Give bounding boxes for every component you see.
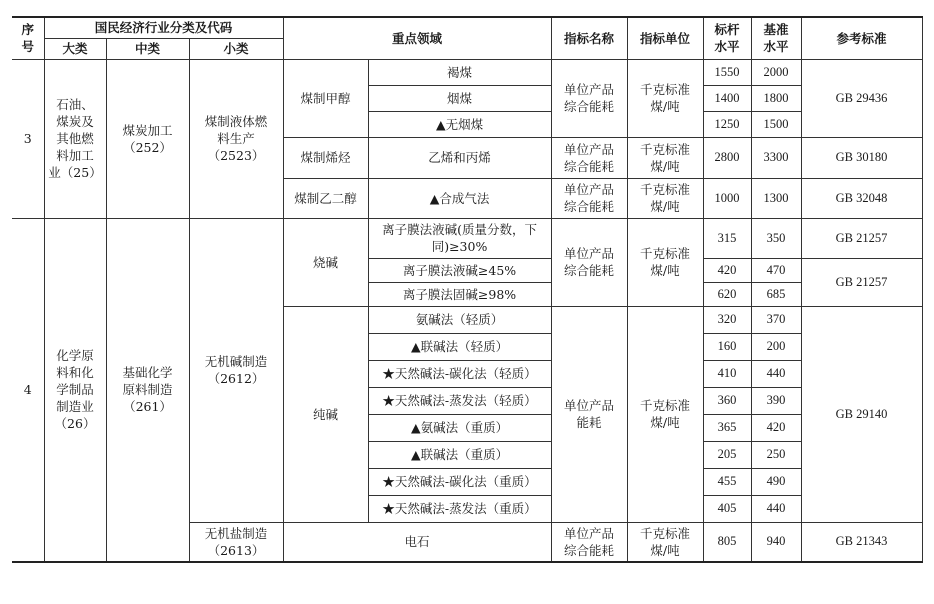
header-indicator-name: 指标名称 bbox=[551, 17, 627, 59]
sub-field-soda: ▲氨碱法（重质） bbox=[368, 414, 551, 441]
header-baseline-level: 基准 水平 bbox=[751, 17, 801, 59]
baseline-value: 420 bbox=[751, 414, 801, 441]
reference-standard-caustic-2: GB 21257 bbox=[801, 258, 922, 306]
baseline-value: 200 bbox=[751, 333, 801, 360]
baseline-value: 940 bbox=[751, 522, 801, 562]
sub-field-membrane-liquid-45: 离子膜法液碱≥45% bbox=[368, 258, 551, 282]
energy-benchmark-table-container bbox=[12, 16, 923, 563]
benchmark-value: 1000 bbox=[703, 178, 751, 218]
minor-category-2523: 煤制液体燃 料生产 （2523） bbox=[189, 59, 283, 218]
major-category-26: 化学原 料和化 学制品 制造业 （26） bbox=[44, 218, 106, 562]
table-row bbox=[12, 59, 922, 85]
medium-category-261: 基础化学 原料制造 （261） bbox=[106, 218, 189, 562]
indicator-unit-olefin: 千克标准 煤/吨 bbox=[627, 137, 703, 178]
sub-field-membrane-liquid-30: 离子膜法液碱(质量分数，下同)≥30% bbox=[368, 218, 551, 258]
benchmark-value: 1250 bbox=[703, 111, 751, 137]
sub-field-lignite: 褐煤 bbox=[368, 59, 551, 85]
seq-4: 4 bbox=[12, 218, 44, 562]
table-row bbox=[12, 218, 922, 258]
baseline-value: 440 bbox=[751, 360, 801, 387]
header-medium-category: 中类 bbox=[106, 38, 189, 59]
baseline-value: 1300 bbox=[751, 178, 801, 218]
benchmark-value: 360 bbox=[703, 387, 751, 414]
seq-3: 3 bbox=[12, 59, 44, 218]
field-caustic-soda: 烧碱 bbox=[283, 218, 368, 306]
baseline-value: 370 bbox=[751, 306, 801, 333]
indicator-unit-carbide: 千克标准 煤/吨 bbox=[627, 522, 703, 562]
reference-standard-carbide: GB 21343 bbox=[801, 522, 922, 562]
baseline-value: 685 bbox=[751, 282, 801, 306]
header-benchmark-level: 标杆 水平 bbox=[703, 17, 751, 59]
field-calcium-carbide: 电石 bbox=[283, 522, 551, 562]
baseline-value: 1800 bbox=[751, 85, 801, 111]
baseline-value: 390 bbox=[751, 387, 801, 414]
benchmark-value: 2800 bbox=[703, 137, 751, 178]
header-major-category: 大类 bbox=[44, 38, 106, 59]
benchmark-value: 805 bbox=[703, 522, 751, 562]
benchmark-value: 620 bbox=[703, 282, 751, 306]
reference-standard-caustic-1: GB 21257 bbox=[801, 218, 922, 258]
benchmark-value: 1400 bbox=[703, 85, 751, 111]
indicator-name-caustic: 单位产品 综合能耗 bbox=[551, 218, 627, 306]
minor-category-2613: 无机盐制造 （2613） bbox=[189, 522, 283, 562]
sub-field-soda: ★天然碱法-蒸发法（重质） bbox=[368, 495, 551, 522]
header-reference-standard: 参考标准 bbox=[801, 17, 922, 59]
header-minor-category: 小类 bbox=[189, 38, 283, 59]
major-category-25: 石油、 煤炭及 其他燃 料加工 业（25） bbox=[44, 59, 106, 218]
benchmark-value: 455 bbox=[703, 468, 751, 495]
reference-standard-olefin: GB 30180 bbox=[801, 137, 922, 178]
benchmark-value: 405 bbox=[703, 495, 751, 522]
baseline-value: 350 bbox=[751, 218, 801, 258]
field-coal-to-olefin: 煤制烯烃 bbox=[283, 137, 368, 178]
reference-standard-glycol: GB 32048 bbox=[801, 178, 922, 218]
baseline-value: 2000 bbox=[751, 59, 801, 85]
baseline-value: 490 bbox=[751, 468, 801, 495]
indicator-name-olefin: 单位产品 综合能耗 bbox=[551, 137, 627, 178]
baseline-value: 470 bbox=[751, 258, 801, 282]
benchmark-value: 160 bbox=[703, 333, 751, 360]
header-indicator-unit: 指标单位 bbox=[627, 17, 703, 59]
minor-category-2612: 无机碱制造 （2612） bbox=[189, 218, 283, 522]
sub-field-soda: ▲联碱法（重质） bbox=[368, 441, 551, 468]
benchmark-value: 320 bbox=[703, 306, 751, 333]
indicator-name-carbide: 单位产品 综合能耗 bbox=[551, 522, 627, 562]
reference-standard-methanol: GB 29436 bbox=[801, 59, 922, 137]
sub-field-ethylene-propylene: 乙烯和丙烯 bbox=[368, 137, 551, 178]
baseline-value: 1500 bbox=[751, 111, 801, 137]
energy-benchmark-table bbox=[12, 16, 923, 563]
indicator-unit-caustic: 千克标准 煤/吨 bbox=[627, 218, 703, 306]
benchmark-value: 365 bbox=[703, 414, 751, 441]
medium-category-252: 煤炭加工 （252） bbox=[106, 59, 189, 218]
benchmark-value: 410 bbox=[703, 360, 751, 387]
indicator-unit-glycol: 千克标准 煤/吨 bbox=[627, 178, 703, 218]
sub-field-anthracite: ▲无烟煤 bbox=[368, 111, 551, 137]
benchmark-value: 315 bbox=[703, 218, 751, 258]
sub-field-soda: ★天然碱法-蒸发法（轻质） bbox=[368, 387, 551, 414]
reference-standard-soda: GB 29140 bbox=[801, 306, 922, 522]
sub-field-membrane-solid-98: 离子膜法固碱≥98% bbox=[368, 282, 551, 306]
indicator-name-soda: 单位产品 能耗 bbox=[551, 306, 627, 522]
benchmark-value: 1550 bbox=[703, 59, 751, 85]
benchmark-value: 205 bbox=[703, 441, 751, 468]
baseline-value: 250 bbox=[751, 441, 801, 468]
header-row-top bbox=[12, 17, 922, 38]
sub-field-soda: ★天然碱法-碳化法（轻质） bbox=[368, 360, 551, 387]
baseline-value: 440 bbox=[751, 495, 801, 522]
sub-field-soda: ▲联碱法（轻质） bbox=[368, 333, 551, 360]
header-key-field: 重点领域 bbox=[283, 17, 551, 59]
sub-field-bituminous: 烟煤 bbox=[368, 85, 551, 111]
indicator-unit-soda: 千克标准 煤/吨 bbox=[627, 306, 703, 522]
benchmark-value: 420 bbox=[703, 258, 751, 282]
baseline-value: 3300 bbox=[751, 137, 801, 178]
sub-field-syngas: ▲合成气法 bbox=[368, 178, 551, 218]
field-coal-to-glycol: 煤制乙二醇 bbox=[283, 178, 368, 218]
field-soda-ash: 纯碱 bbox=[283, 306, 368, 522]
header-industry-classification: 国民经济行业分类及代码 bbox=[44, 17, 283, 38]
header-seq: 序 号 bbox=[12, 17, 44, 59]
sub-field-soda: 氨碱法（轻质） bbox=[368, 306, 551, 333]
indicator-unit-methanol: 千克标准 煤/吨 bbox=[627, 59, 703, 137]
indicator-name-methanol: 单位产品 综合能耗 bbox=[551, 59, 627, 137]
sub-field-soda: ★天然碱法-碳化法（重质） bbox=[368, 468, 551, 495]
field-coal-to-methanol: 煤制甲醇 bbox=[283, 59, 368, 137]
indicator-name-glycol: 单位产品 综合能耗 bbox=[551, 178, 627, 218]
